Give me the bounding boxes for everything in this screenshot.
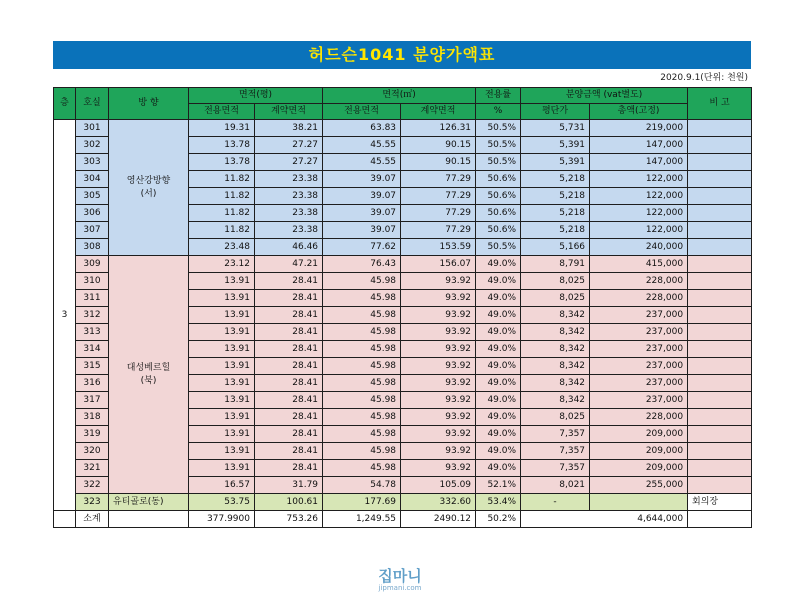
contract-area-pyeong: 23.38 xyxy=(255,222,323,239)
total-price: 237,000 xyxy=(590,341,688,358)
direction-cell: 대성베르힐 (북) xyxy=(109,256,189,494)
contract-area-pyeong: 27.27 xyxy=(255,154,323,171)
exclusive-area-m2: 45.55 xyxy=(323,137,401,154)
ratio-cell: 50.5% xyxy=(476,154,521,171)
header-cont-m2: 계약면적 xyxy=(401,104,476,120)
total-price: 240,000 xyxy=(590,239,688,256)
note-cell xyxy=(688,120,752,137)
header-percent: % xyxy=(476,104,521,120)
exclusive-area-m2: 45.98 xyxy=(323,443,401,460)
ratio-cell: 49.0% xyxy=(476,358,521,375)
price-per-pyeong: 5,218 xyxy=(521,188,590,205)
exclusive-area-pyeong: 11.82 xyxy=(189,205,255,222)
exclusive-area-m2: 45.98 xyxy=(323,392,401,409)
header-cont-pyeong: 계약면적 xyxy=(255,104,323,120)
note-cell xyxy=(688,375,752,392)
exclusive-area-pyeong: 13.91 xyxy=(189,358,255,375)
contract-area-m2: 153.59 xyxy=(401,239,476,256)
unit-cell: 314 xyxy=(76,341,109,358)
ratio-cell: 49.0% xyxy=(476,256,521,273)
unit-cell: 317 xyxy=(76,392,109,409)
watermark-url: jipmani.com xyxy=(378,584,422,592)
contract-area-m2: 93.92 xyxy=(401,307,476,324)
contract-area-m2: 93.92 xyxy=(401,273,476,290)
unit-cell: 315 xyxy=(76,358,109,375)
unit-cell: 313 xyxy=(76,324,109,341)
contract-area-m2: 156.07 xyxy=(401,256,476,273)
ratio-cell: 49.0% xyxy=(476,443,521,460)
exclusive-area-pyeong: 13.91 xyxy=(189,341,255,358)
table-row-special xyxy=(54,494,752,511)
total-note-blank xyxy=(688,511,752,528)
exclusive-area-m2: 45.98 xyxy=(323,273,401,290)
note-cell xyxy=(688,426,752,443)
exclusive-area-pyeong: 13.91 xyxy=(189,324,255,341)
total-price: 255,000 xyxy=(590,477,688,494)
contract-area-pyeong: 23.38 xyxy=(255,171,323,188)
unit-cell: 319 xyxy=(76,426,109,443)
unit-cell: 309 xyxy=(76,256,109,273)
note-cell xyxy=(688,290,752,307)
contract-area-pyeong: 46.46 xyxy=(255,239,323,256)
contract-area-m2: 77.29 xyxy=(401,205,476,222)
note-cell xyxy=(688,273,752,290)
exclusive-area-pyeong: 13.91 xyxy=(189,443,255,460)
ratio-cell: 49.0% xyxy=(476,375,521,392)
ratio-cell: 50.6% xyxy=(476,188,521,205)
header-ratio: 전용률 xyxy=(476,88,521,104)
ratio-cell: 49.0% xyxy=(476,392,521,409)
ratio-cell: 49.0% xyxy=(476,460,521,477)
date-unit-note: 2020.9.1(단위: 천원) xyxy=(660,73,748,83)
exclusive-area-pyeong: 23.12 xyxy=(189,256,255,273)
contract-area-m2: 77.29 xyxy=(401,188,476,205)
price-per-pyeong: 8,342 xyxy=(521,324,590,341)
total-ratio: 50.2% xyxy=(476,511,521,528)
exclusive-area-m2: 45.55 xyxy=(323,154,401,171)
unit-cell: 311 xyxy=(76,290,109,307)
total-price: 147,000 xyxy=(590,154,688,171)
ratio-cell: 49.0% xyxy=(476,290,521,307)
contract-area-m2: 93.92 xyxy=(401,341,476,358)
contract-area-pyeong: 31.79 xyxy=(255,477,323,494)
exclusive-area-pyeong: 13.91 xyxy=(189,307,255,324)
price-per-pyeong: 8,342 xyxy=(521,375,590,392)
contract-area-m2: 126.31 xyxy=(401,120,476,137)
exclusive-area-pyeong: 53.75 xyxy=(189,494,255,511)
total-price: 237,000 xyxy=(590,358,688,375)
price-per-pyeong: 8,791 xyxy=(521,256,590,273)
total-contract-m2: 2490.12 xyxy=(401,511,476,528)
exclusive-area-m2: 39.07 xyxy=(323,188,401,205)
total-price: 237,000 xyxy=(590,392,688,409)
unit-cell: 307 xyxy=(76,222,109,239)
total-exclusive-pyeong: 377.9900 xyxy=(189,511,255,528)
price-per-pyeong: 5,166 xyxy=(521,239,590,256)
note-cell xyxy=(688,409,752,426)
total-price: 209,000 xyxy=(590,460,688,477)
note-cell xyxy=(688,239,752,256)
exclusive-area-m2: 45.98 xyxy=(323,307,401,324)
contract-area-m2: 93.92 xyxy=(401,460,476,477)
header-row-1 xyxy=(54,88,752,104)
contract-area-m2: 93.92 xyxy=(401,324,476,341)
contract-area-pyeong: 28.41 xyxy=(255,358,323,375)
contract-area-m2: 93.92 xyxy=(401,375,476,392)
price-per-pyeong: 5,731 xyxy=(521,120,590,137)
contract-area-m2: 93.92 xyxy=(401,290,476,307)
price-per-pyeong: 8,342 xyxy=(521,358,590,375)
unit-cell: 316 xyxy=(76,375,109,392)
total-price: 415,000 xyxy=(590,256,688,273)
exclusive-area-pyeong: 13.78 xyxy=(189,137,255,154)
exclusive-area-pyeong: 13.91 xyxy=(189,426,255,443)
contract-area-pyeong: 28.41 xyxy=(255,273,323,290)
total-direction-blank xyxy=(109,511,189,528)
table-row xyxy=(54,120,752,137)
price-per-pyeong: 5,218 xyxy=(521,222,590,239)
price-per-pyeong: 8,025 xyxy=(521,273,590,290)
contract-area-pyeong: 28.41 xyxy=(255,324,323,341)
header-price: 분양금액 (vat별도) xyxy=(521,88,688,104)
total-price: 122,000 xyxy=(590,188,688,205)
header-total: 총액(고정) xyxy=(590,104,688,120)
contract-area-m2: 93.92 xyxy=(401,426,476,443)
total-price: 209,000 xyxy=(590,426,688,443)
price-table xyxy=(53,87,752,528)
contract-area-pyeong: 47.21 xyxy=(255,256,323,273)
total-price: 147,000 xyxy=(590,137,688,154)
unit-cell: 323 xyxy=(76,494,109,511)
contract-area-m2: 93.92 xyxy=(401,443,476,460)
exclusive-area-m2: 177.69 xyxy=(323,494,401,511)
exclusive-area-pyeong: 16.57 xyxy=(189,477,255,494)
exclusive-area-m2: 76.43 xyxy=(323,256,401,273)
exclusive-area-m2: 39.07 xyxy=(323,222,401,239)
total-price xyxy=(590,494,688,511)
price-per-pyeong: 5,391 xyxy=(521,137,590,154)
unit-cell: 321 xyxy=(76,460,109,477)
ratio-cell: 50.6% xyxy=(476,222,521,239)
price-per-pyeong: 5,391 xyxy=(521,154,590,171)
contract-area-pyeong: 28.41 xyxy=(255,392,323,409)
ratio-cell: 49.0% xyxy=(476,273,521,290)
floor-cell: 3 xyxy=(54,120,76,511)
note-cell xyxy=(688,324,752,341)
watermark-logo: 집마니 xyxy=(378,567,422,585)
total-price: 237,000 xyxy=(590,324,688,341)
total-label: 소계 xyxy=(76,511,109,528)
watermark xyxy=(360,568,440,592)
table-row xyxy=(54,256,752,273)
price-per-pyeong: 8,342 xyxy=(521,392,590,409)
unit-cell: 312 xyxy=(76,307,109,324)
unit-cell: 303 xyxy=(76,154,109,171)
header-direction: 방 향 xyxy=(109,88,189,120)
contract-area-pyeong: 28.41 xyxy=(255,443,323,460)
header-floor: 층 xyxy=(54,88,76,120)
contract-area-pyeong: 28.41 xyxy=(255,460,323,477)
exclusive-area-pyeong: 13.91 xyxy=(189,273,255,290)
exclusive-area-pyeong: 13.91 xyxy=(189,375,255,392)
ratio-cell: 49.0% xyxy=(476,426,521,443)
ratio-cell: 50.5% xyxy=(476,137,521,154)
note-cell xyxy=(688,392,752,409)
price-per-pyeong: 5,218 xyxy=(521,205,590,222)
ratio-cell: 49.0% xyxy=(476,341,521,358)
note-cell xyxy=(688,205,752,222)
total-price: 122,000 xyxy=(590,171,688,188)
exclusive-area-m2: 45.98 xyxy=(323,460,401,477)
contract-area-m2: 90.15 xyxy=(401,137,476,154)
total-price: 237,000 xyxy=(590,307,688,324)
unit-cell: 322 xyxy=(76,477,109,494)
header-price-per-pyeong: 평단가 xyxy=(521,104,590,120)
price-per-pyeong: 8,025 xyxy=(521,290,590,307)
ratio-cell: 49.0% xyxy=(476,324,521,341)
note-cell xyxy=(688,222,752,239)
ratio-cell: 50.5% xyxy=(476,239,521,256)
ratio-cell: 49.0% xyxy=(476,409,521,426)
price-per-pyeong: 8,342 xyxy=(521,307,590,324)
unit-cell: 301 xyxy=(76,120,109,137)
note-cell: 회의장 xyxy=(688,494,752,511)
contract-area-pyeong: 27.27 xyxy=(255,137,323,154)
header-note: 비 고 xyxy=(688,88,752,120)
note-cell xyxy=(688,307,752,324)
exclusive-area-pyeong: 11.82 xyxy=(189,171,255,188)
contract-area-m2: 77.29 xyxy=(401,222,476,239)
exclusive-area-m2: 77.62 xyxy=(323,239,401,256)
total-price: 237,000 xyxy=(590,375,688,392)
exclusive-area-pyeong: 13.78 xyxy=(189,154,255,171)
exclusive-area-m2: 39.07 xyxy=(323,171,401,188)
header-unit: 호실 xyxy=(76,88,109,120)
unit-cell: 310 xyxy=(76,273,109,290)
ratio-cell: 49.0% xyxy=(476,307,521,324)
note-cell xyxy=(688,341,752,358)
header-excl-pyeong: 전용면적 xyxy=(189,104,255,120)
price-per-pyeong: 7,357 xyxy=(521,426,590,443)
note-cell xyxy=(688,443,752,460)
contract-area-pyeong: 23.38 xyxy=(255,205,323,222)
contract-area-m2: 77.29 xyxy=(401,171,476,188)
sheet-title: 허드슨1041 분양가액표 xyxy=(53,41,751,69)
exclusive-area-pyeong: 11.82 xyxy=(189,222,255,239)
price-per-pyeong: 8,342 xyxy=(521,341,590,358)
contract-area-pyeong: 28.41 xyxy=(255,375,323,392)
exclusive-area-pyeong: 13.91 xyxy=(189,290,255,307)
table-row-total xyxy=(54,511,752,528)
exclusive-area-pyeong: 13.91 xyxy=(189,460,255,477)
contract-area-pyeong: 38.21 xyxy=(255,120,323,137)
contract-area-m2: 105.09 xyxy=(401,477,476,494)
unit-cell: 304 xyxy=(76,171,109,188)
header-area-pyeong: 면적(평) xyxy=(189,88,323,104)
price-per-pyeong: 8,025 xyxy=(521,409,590,426)
contract-area-m2: 332.60 xyxy=(401,494,476,511)
price-per-pyeong: 7,357 xyxy=(521,443,590,460)
contract-area-pyeong: 28.41 xyxy=(255,341,323,358)
contract-area-pyeong: 28.41 xyxy=(255,307,323,324)
exclusive-area-m2: 39.07 xyxy=(323,205,401,222)
ratio-cell: 53.4% xyxy=(476,494,521,511)
header-area-m2: 면적(㎡) xyxy=(323,88,476,104)
exclusive-area-m2: 45.98 xyxy=(323,426,401,443)
total-blank xyxy=(54,511,76,528)
exclusive-area-m2: 45.98 xyxy=(323,341,401,358)
exclusive-area-pyeong: 13.91 xyxy=(189,409,255,426)
total-price: 122,000 xyxy=(590,222,688,239)
ratio-cell: 50.6% xyxy=(476,171,521,188)
price-sheet xyxy=(53,41,751,528)
exclusive-area-pyeong: 19.31 xyxy=(189,120,255,137)
total-price: 122,000 xyxy=(590,205,688,222)
contract-area-pyeong: 100.61 xyxy=(255,494,323,511)
total-price: 209,000 xyxy=(590,443,688,460)
contract-area-pyeong: 28.41 xyxy=(255,426,323,443)
unit-cell: 306 xyxy=(76,205,109,222)
ratio-cell: 52.1% xyxy=(476,477,521,494)
unit-cell: 320 xyxy=(76,443,109,460)
contract-area-m2: 90.15 xyxy=(401,154,476,171)
direction-cell: 유티골로(동) xyxy=(109,494,189,511)
exclusive-area-m2: 45.98 xyxy=(323,375,401,392)
note-cell xyxy=(688,137,752,154)
ratio-cell: 50.6% xyxy=(476,205,521,222)
exclusive-area-m2: 45.98 xyxy=(323,358,401,375)
exclusive-area-m2: 45.98 xyxy=(323,409,401,426)
unit-cell: 305 xyxy=(76,188,109,205)
unit-cell: 302 xyxy=(76,137,109,154)
header-excl-m2: 전용면적 xyxy=(323,104,401,120)
price-per-pyeong: 7,357 xyxy=(521,460,590,477)
contract-area-pyeong: 28.41 xyxy=(255,409,323,426)
table-body xyxy=(54,120,752,528)
direction-cell: 영산강방향 (서) xyxy=(109,120,189,256)
note-cell xyxy=(688,460,752,477)
contract-area-m2: 93.92 xyxy=(401,392,476,409)
contract-area-m2: 93.92 xyxy=(401,358,476,375)
total-price: 228,000 xyxy=(590,273,688,290)
total-price: 219,000 xyxy=(590,120,688,137)
contract-area-pyeong: 28.41 xyxy=(255,290,323,307)
contract-area-pyeong: 23.38 xyxy=(255,188,323,205)
exclusive-area-pyeong: 11.82 xyxy=(189,188,255,205)
total-contract-pyeong: 753.26 xyxy=(255,511,323,528)
exclusive-area-m2: 45.98 xyxy=(323,290,401,307)
price-per-pyeong: 8,021 xyxy=(521,477,590,494)
total-price: 228,000 xyxy=(590,409,688,426)
exclusive-area-m2: 63.83 xyxy=(323,120,401,137)
total-exclusive-m2: 1,249.55 xyxy=(323,511,401,528)
unit-cell: 318 xyxy=(76,409,109,426)
note-cell xyxy=(688,171,752,188)
note-cell xyxy=(688,188,752,205)
total-amount: 4,644,000 xyxy=(521,511,688,528)
price-per-pyeong: - xyxy=(521,494,590,511)
note-cell xyxy=(688,477,752,494)
exclusive-area-m2: 54.78 xyxy=(323,477,401,494)
exclusive-area-pyeong: 23.48 xyxy=(189,239,255,256)
exclusive-area-pyeong: 13.91 xyxy=(189,392,255,409)
contract-area-m2: 93.92 xyxy=(401,409,476,426)
note-cell xyxy=(688,256,752,273)
exclusive-area-m2: 45.98 xyxy=(323,324,401,341)
total-price: 228,000 xyxy=(590,290,688,307)
price-per-pyeong: 5,218 xyxy=(521,171,590,188)
note-cell xyxy=(688,154,752,171)
note-cell xyxy=(688,358,752,375)
ratio-cell: 50.5% xyxy=(476,120,521,137)
unit-cell: 308 xyxy=(76,239,109,256)
